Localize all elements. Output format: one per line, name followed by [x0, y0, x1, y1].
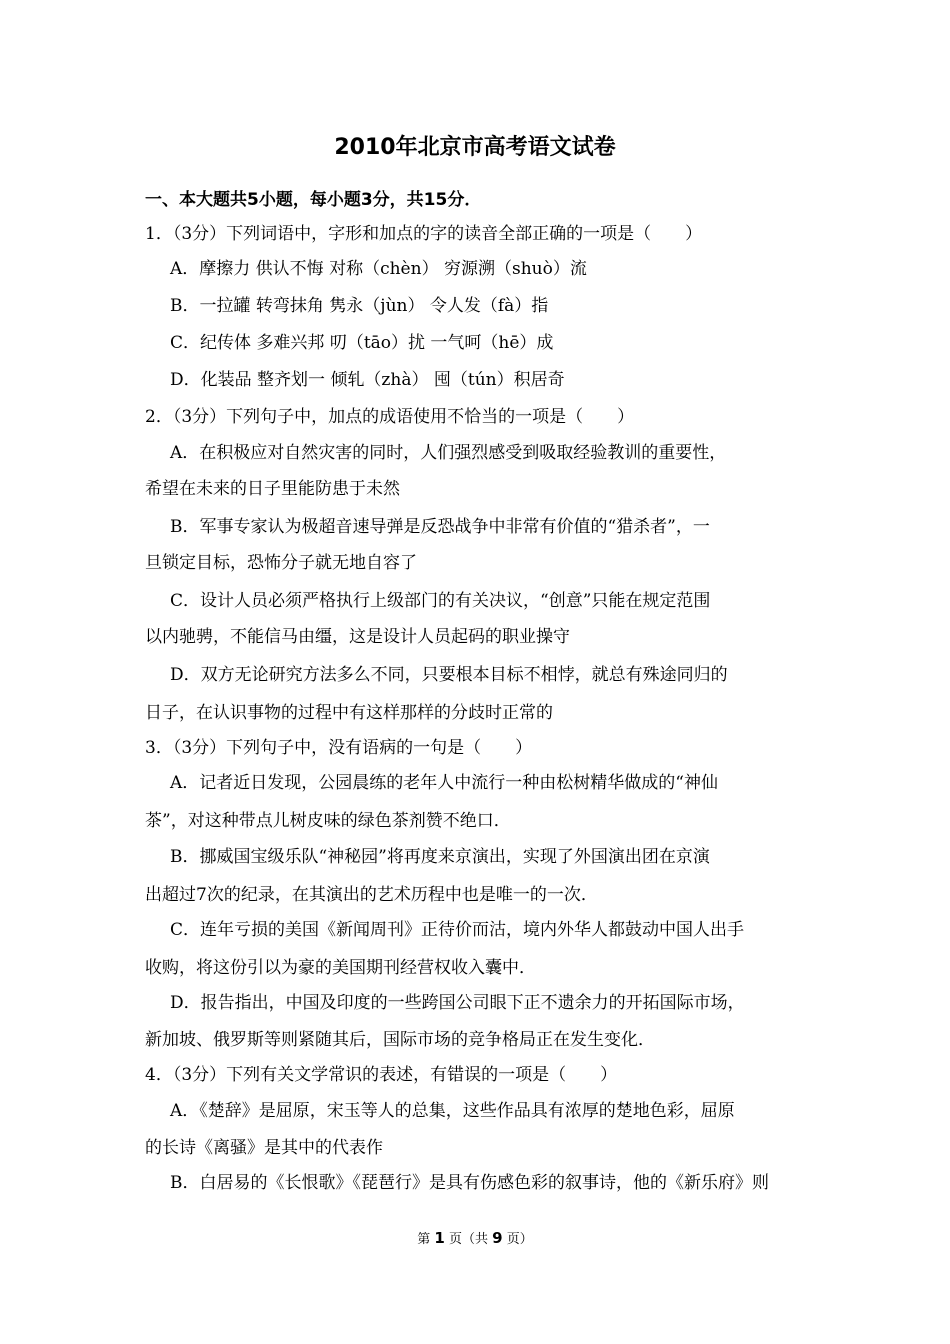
footer-middle: 页（共 [448, 1232, 488, 1247]
question-4-option-a-line2: 的长诗《离骚》是其中的代表作 [145, 1138, 383, 1158]
question-3-option-b-line1: B．挪威国宝级乐队“神秘园”将再度来京演出，实现了外国演出团在京演 [170, 847, 710, 867]
question-1-stem: 1．（3分）下列词语中，字形和加点的字的读音全部正确的一项是（ ） [145, 224, 703, 244]
question-1-option-d: D．化装品 整齐划一 倾轧（zhà） 囤（tún）积居奇 [170, 370, 565, 390]
question-4-option-b-line1: B．白居易的《长恨歌》《琵琶行》是具有伤感色彩的叙事诗，他的《新乐府》则 [170, 1173, 769, 1193]
footer-prefix: 第 [417, 1232, 431, 1247]
question-2-option-c-line2: 以内驰骋，不能信马由缰，这是设计人员起码的职业操守 [145, 627, 570, 647]
question-2-option-b-line2: 旦锁定目标，恐怖分子就无地自容了 [145, 553, 417, 573]
question-2-option-d-line2: 日子，在认识事物的过程中有这样那样的分歧时正常的 [145, 703, 553, 723]
footer-page-number: 1 [434, 1229, 445, 1247]
question-3-option-b-line2: 出超过7次的纪录，在其演出的艺术历程中也是唯一的一次． [145, 885, 598, 905]
question-2-option-b-line1: B．军事专家认为极超音速导弹是反恐战争中非常有价值的“猎杀者”，一 [170, 517, 710, 537]
question-4-stem: 4．（3分）下列有关文学常识的表述，有错误的一项是（ ） [145, 1065, 618, 1085]
section-heading: 一、本大题共5小题，每小题3分，共15分． [145, 190, 482, 210]
question-2-option-a-line2: 希望在未来的日子里能防患于未然 [145, 479, 400, 499]
question-3-option-c-line1: C．连年亏损的美国《新闻周刊》正待价而沽，境内外华人都鼓动中国人出手 [170, 920, 745, 940]
document-title: 2010年北京市高考语文试卷 [334, 135, 616, 160]
question-3-option-d-line1: D．报告指出，中国及印度的一些跨国公司眼下正不遗余力的开拓国际市场， [170, 993, 745, 1013]
question-3-option-c-line2: 收购，将这份引以为豪的美国期刊经营权收入囊中． [145, 958, 536, 978]
question-2-stem: 2．（3分）下列句子中，加点的成语使用不恰当的一项是（ ） [145, 407, 635, 427]
page-footer [0, 1228, 950, 1250]
question-1-option-a: A．摩擦力 供认不悔 对称（chèn） 穷源溯（shuò）流 [170, 259, 587, 279]
question-2-option-d-line1: D．双方无论研究方法多么不同，只要根本目标不相悖，就总有殊途同归的 [170, 665, 728, 685]
question-3-stem: 3．（3分）下列句子中，没有语病的一句是（ ） [145, 738, 533, 758]
question-2-option-a-line1: A．在积极应对自然灾害的同时，人们强烈感受到吸取经验教训的重要性， [170, 443, 727, 463]
question-1-option-c: C．纪传体 多难兴邦 叨（tāo）扰 一气呵（hē）成 [170, 333, 554, 353]
question-1-option-b: B．一拉罐 转弯抹角 隽永（jùn） 令人发（fà）指 [170, 296, 549, 316]
question-3-option-a-line2: 茶”，对这种带点儿树皮味的绿色茶剂赞不绝口． [145, 811, 511, 831]
question-2-option-c-line1: C．设计人员必须严格执行上级部门的有关决议，“创意”只能在规定范围 [170, 591, 711, 611]
question-3-option-a-line1: A．记者近日发现，公园晨练的老年人中流行一种由松树精华做成的“神仙 [170, 773, 718, 793]
question-3-option-d-line2: 新加坡、俄罗斯等则紧随其后，国际市场的竞争格局正在发生变化． [145, 1030, 655, 1050]
footer-total-pages: 9 [492, 1229, 503, 1247]
question-4-option-a-line1: A．《楚辞》是屈原，宋玉等人的总集，这些作品具有浓厚的楚地色彩，屈原 [170, 1101, 735, 1121]
footer-suffix: 页） [506, 1232, 533, 1247]
